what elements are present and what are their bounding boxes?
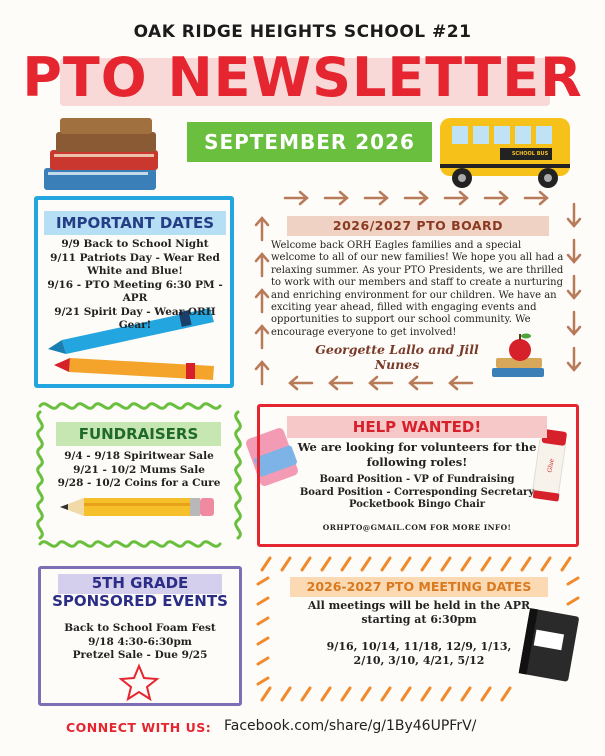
list-item: Back to School Foam Fest — [64, 622, 216, 634]
fundraisers-list — [42, 450, 236, 491]
grade5-title-line2: SPONSORED EVENTS — [52, 592, 228, 610]
pencil-icon — [60, 498, 214, 516]
list-item: 9/18 4:30-6:30pm — [88, 635, 192, 648]
meetings-dates — [290, 640, 548, 668]
board-text: Welcome back ORH Eagles families and a special welcome to all of our new families! We hope you all had a relaxing summer. As your PTO Presidents, we are thrilled to work with our members and staff to create a nurturing and enriching environment for our children. We have an exciting year ahead, filled with engaging events and opportunities to support our school community. We encourage everyone to get involved! — [271, 240, 564, 338]
important-dates-list — [44, 238, 226, 333]
school-name: OAK RIDGE HEIGHTS SCHOOL #21 — [133, 22, 472, 42]
list-item: Board Position - Corresponding Secretary — [299, 486, 535, 498]
connect-label: CONNECT WITH US: — [66, 720, 212, 735]
list-item: 9/9 Back to School Night — [61, 238, 209, 250]
school-bus-icon — [440, 118, 570, 188]
month-banner: SEPTEMBER 2026 — [187, 122, 432, 162]
bus-label: SCHOOL BUS — [511, 151, 549, 157]
grade5-title-line1: 5TH GRADE — [91, 574, 189, 592]
board-signature: Georgette Lallo and Jill Nunes — [315, 342, 479, 372]
help-wanted-intro: We are looking for volunteers for the following roles! — [297, 440, 537, 469]
meetings-title: 2026-2027 PTO MEETING DATES — [290, 577, 548, 597]
fundraisers-title: FUNDRAISERS — [56, 422, 221, 446]
help-wanted-roles — [290, 474, 544, 512]
list-item: 9/4 - 9/18 Spiritwear Sale — [64, 450, 214, 462]
meetings-dates-line1: 9/16, 10/14, 11/18, 12/9, 1/13, — [326, 640, 512, 653]
list-item: 9/11 Patriots Day - Wear Red White and Blue! — [50, 251, 220, 277]
list-item: 9/28 - 10/2 Coins for a Cure — [57, 477, 221, 489]
newsletter-title: PTO NEWSLETTER — [22, 46, 583, 109]
glue-label: Glue — [546, 457, 556, 474]
meetings-intro: All meetings will be held in the APR starting at 6:30pm — [307, 599, 531, 626]
list-item: Board Position - VP of Fundraising — [319, 474, 515, 485]
list-item: 9/21 Spirit Day - Wear ORH Gear! — [54, 305, 216, 331]
list-item: 9/16 - PTO Meeting 6:30 PM - APR — [47, 278, 223, 304]
help-wanted-email: ORHPTO@GMAIL.COM FOR MORE INFO! — [322, 523, 512, 532]
books-icon — [44, 118, 158, 190]
list-item: Pocketbook Bingo Chair — [348, 499, 486, 510]
meetings-dates-line2: 2/10, 3/10, 4/21, 5/12 — [353, 654, 485, 667]
facebook-link[interactable]: Facebook.com/share/g/1By46UPFrV/ — [224, 718, 477, 734]
board-title: 2026/2027 PTO BOARD — [287, 216, 549, 236]
grade5-title — [44, 574, 236, 610]
list-item: Pretzel Sale - Due 9/25 — [72, 649, 208, 661]
list-item: 9/21 - 10/2 Mums Sale — [73, 463, 205, 476]
grade5-list — [42, 622, 238, 663]
help-wanted-title: HELP WANTED! — [287, 416, 547, 438]
important-dates-title: IMPORTANT DATES — [44, 211, 226, 235]
